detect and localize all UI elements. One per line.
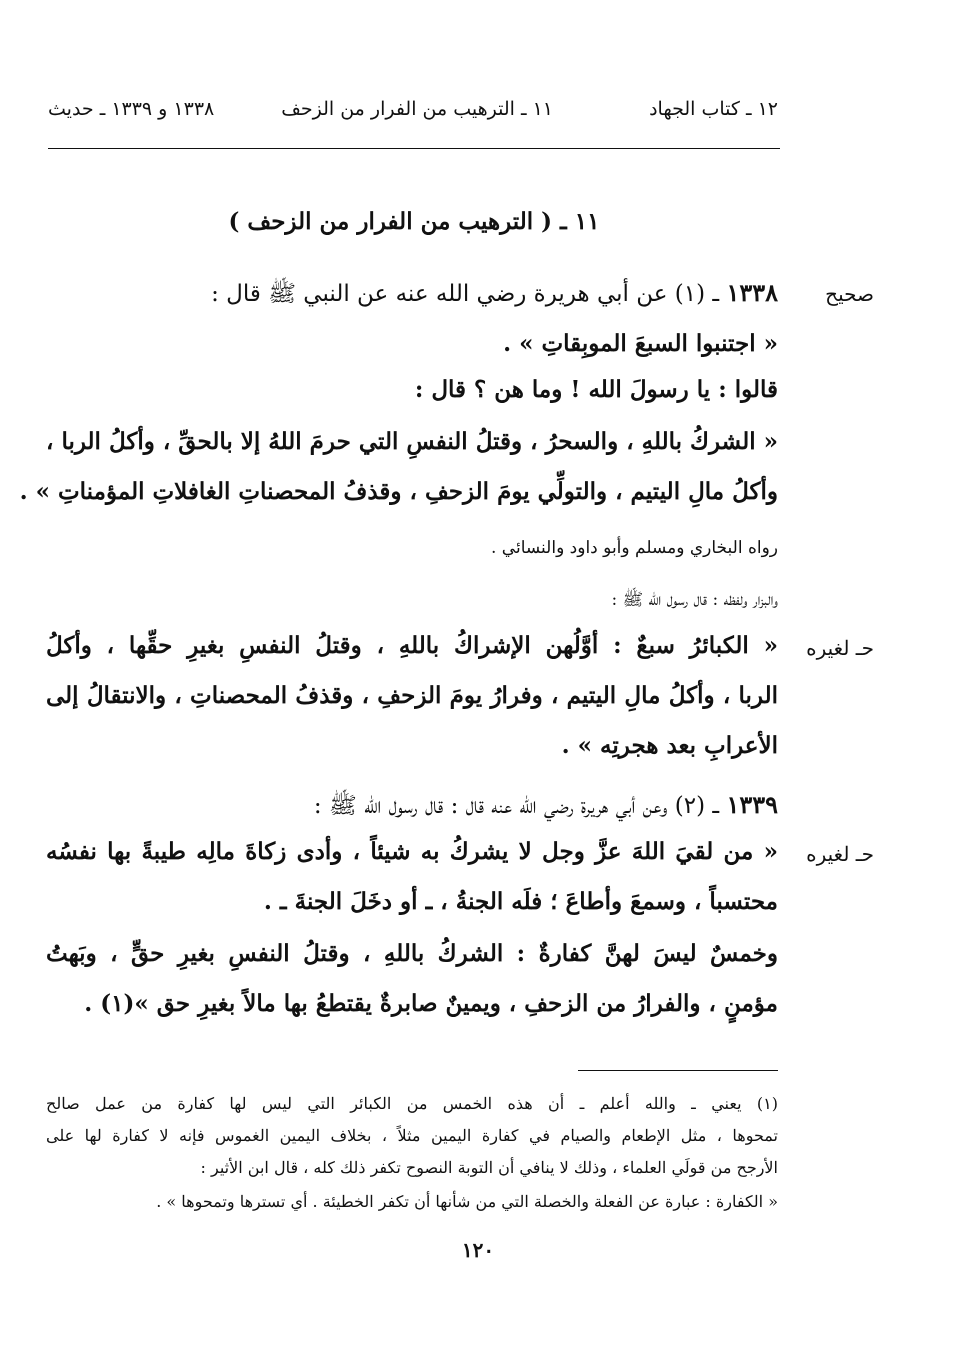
- chapter-title: ١١ ـ ( الترهيب من الفرار من الزحف ): [228, 208, 600, 235]
- hadith-1338-line-1: « اجتنبوا السبعَ الموبِقاتِ » .: [503, 330, 778, 357]
- hadith-1339-line-2: محتسباً ، وسمعَ وأطاعَ ؛ فلَه الجنةُ ، ـ أو دخَلَ الجنةَ ـ .: [263, 888, 778, 915]
- hadith-1338-source: رواه البخاري ومسلم وأبو داود والنسائي .: [490, 538, 778, 558]
- header-chapter: ١١ ـ الترهيب من الفرار من الزحف: [281, 98, 553, 120]
- bazzar-line-1: « الكبائرُ سبعٌ : أوَّلُهن الإشراكُ باللهِ ، وقتلُ النفسِ بغيرِ حقِّها ، وأكلُ: [46, 632, 778, 659]
- hadith-1339-line-4: مؤمنٍ ، والفرارُ من الزحفِ ، ويمينٌ صابرةٌ يقتطعُ بها مالاً بغيرِ حق »(١) .: [84, 990, 778, 1017]
- grade-label-1338: صحيح: [825, 282, 874, 306]
- bazzar-intro: والبزار ولفظه : قال رسول الله ﷺ :: [611, 590, 778, 610]
- footnote-line-1: (١) يعني ـ والله أعلم ـ أن هذه الخمس من الكبائر التي ليس لها كفارة من عمل صالح: [46, 1094, 778, 1113]
- hadith-1338-line-3: « الشركُ باللهِ ، والسحرُ ، وقتلُ النفسِ التي حرمَ اللهُ إلا بالحقِّ ، وأكلُ الربا ،: [46, 428, 778, 455]
- running-header: [48, 98, 778, 128]
- footnote-line-2: تمحوها ، مثل الإطعام والصيام في كفارة اليمين مثلاً ، بخلاف اليمين الغموس فإنه لا كفارة لها على: [46, 1126, 778, 1145]
- hadith-1338-line-4: وأكلُ مالِ اليتيم ، والتولِّي يومَ الزحفِ ، وقذفُ المحصناتِ الغافلاتِ المؤمناتِ » .: [19, 478, 778, 505]
- hadith-number-1339: ١٣٣٩: [726, 790, 778, 819]
- hadith-1338-intro-line: [46, 278, 778, 309]
- grade-label-bazzar: حـ لغيره: [806, 636, 874, 660]
- hadith-1339-intro-line: [46, 790, 778, 821]
- bazzar-line-2: الربا ، وأكلُ مالِ اليتيم ، وفرارُ يومَ الزحفِ ، وقذفُ المحصناتِ ، والانتقالُ إلى: [46, 682, 778, 709]
- hadith-1339-line-1: « من لقيَ اللهَ عزَّ وجل لا يشركُ به شيئاً ، وأدى زكاةَ مالِه طيبةً بها نفسُه: [46, 838, 778, 865]
- hadith-1339-line-3: وخمسٌ ليسَ لهنَّ كفارةٌ : الشركُ باللهِ ، وقتلُ النفسِ بغيرِ حقٍّ ، وبَهتُ: [46, 940, 778, 967]
- hadith-1338-intro: ـ (١) عن أبي هريرة رضي الله عنه عن النبي ﷺ قال :: [211, 281, 720, 307]
- footnote-rule: [578, 1070, 778, 1071]
- grade-label-1339: حـ لغيره: [806, 842, 874, 866]
- header-book: ١٢ ـ كتاب الجهاد: [649, 98, 778, 120]
- hadith-1339-intro: ـ (٢) وعن أبي هريرة رضي الله عنه قال : قال رسول الله ﷺ :: [313, 793, 720, 819]
- header-rule: [48, 148, 780, 149]
- header-hadith-range: ١٣٣٨ و ١٣٣٩ ـ حديث: [48, 98, 215, 120]
- hadith-1338-line-2: قالوا : يا رسولَ الله ! وما هن ؟ قال :: [414, 376, 778, 403]
- page-number: ١٢٠: [461, 1238, 495, 1262]
- footnote-line-3: الأرجح من قولَي العلماء ، وذلك لا ينافي أن التوبة النصوح تكفر ذلك كله ، قال ابن الأثير :: [200, 1158, 778, 1177]
- hadith-number-1338: ١٣٣٨: [726, 278, 778, 307]
- bazzar-line-3: الأعرابِ بعد هجرتِه » .: [561, 732, 778, 759]
- footnote-line-4: « الكفارة : عبارة عن الفعلة والخصلة التي من شأنها أن تكفر الخطيئة . أي تسترها وتمحوها » .: [156, 1192, 778, 1211]
